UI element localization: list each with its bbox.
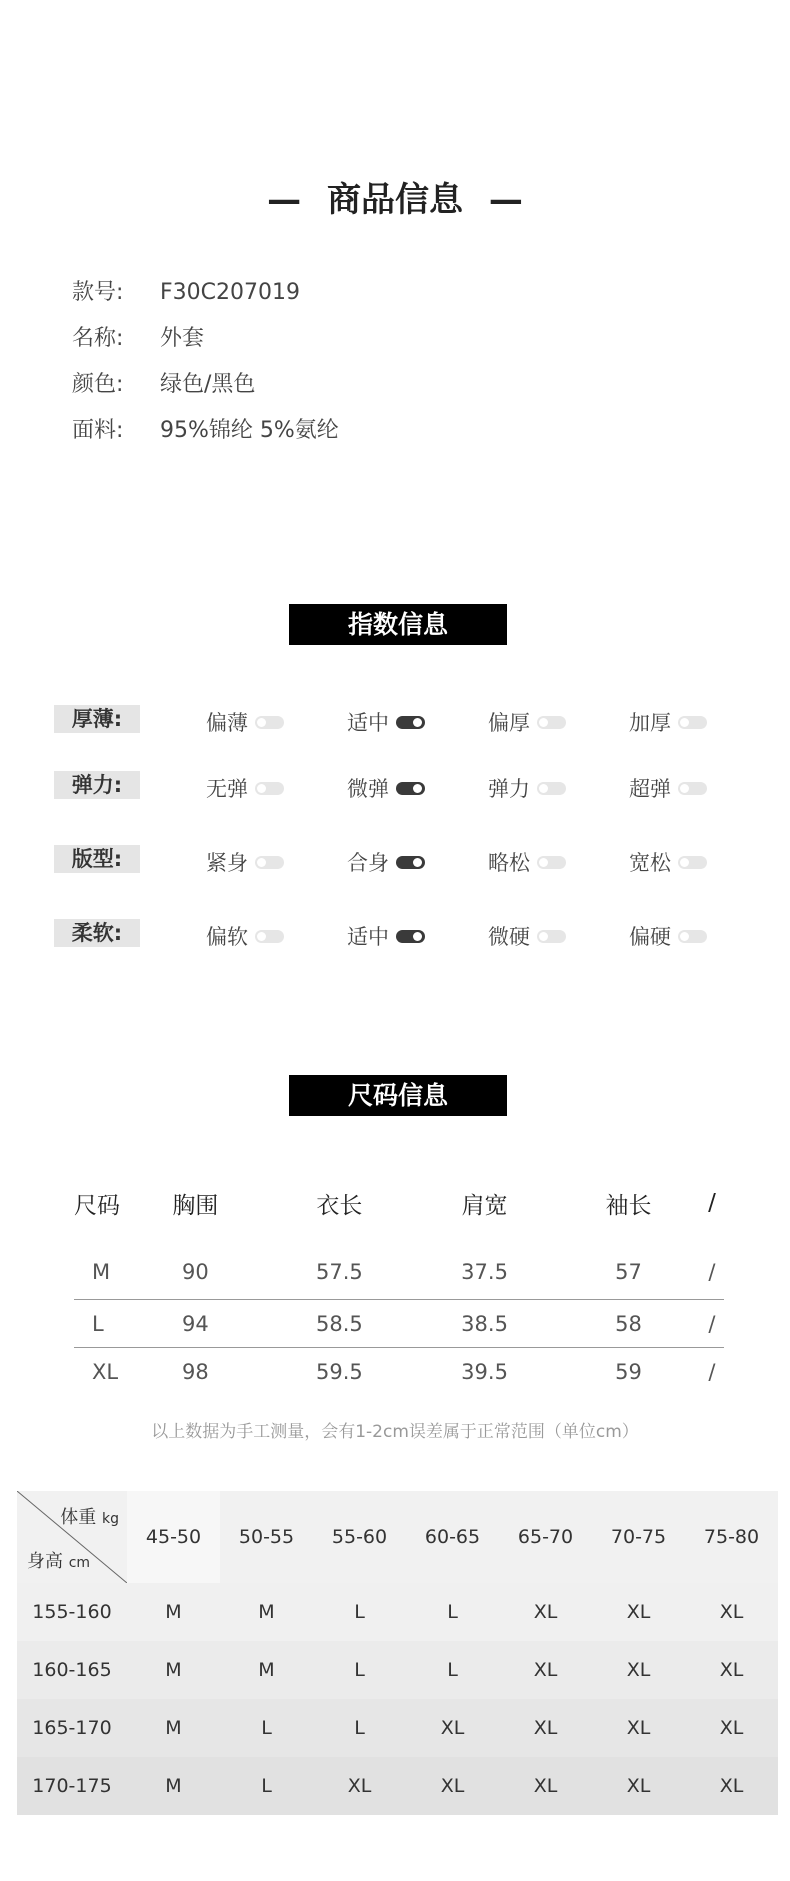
recommended-size-cell: XL <box>592 1583 685 1641</box>
size-cell: 94 <box>124 1300 267 1348</box>
rec-row <box>17 1757 778 1815</box>
index-option[interactable] <box>347 847 425 877</box>
size-cell: / <box>700 1348 724 1396</box>
index-option-label: 偏薄 <box>206 711 248 735</box>
recommended-size-cell: XL <box>592 1641 685 1699</box>
info-value: 外套 <box>160 326 205 351</box>
toggle-off-icon <box>537 856 566 869</box>
toggle-on-icon <box>396 782 425 795</box>
info-row-name <box>72 321 204 352</box>
title-dash-left: — <box>267 180 302 220</box>
size-cell: 98 <box>124 1348 267 1396</box>
info-label: 面料: <box>72 418 124 443</box>
recommended-size-cell: L <box>220 1699 313 1757</box>
index-option-label: 略松 <box>488 851 530 875</box>
toggle-off-icon <box>537 782 566 795</box>
index-info-banner: 指数信息 <box>289 604 507 645</box>
index-option-label: 偏厚 <box>488 711 530 735</box>
recommended-size-cell: M <box>220 1641 313 1699</box>
size-cell: 58.5 <box>267 1300 412 1348</box>
toggle-on-icon <box>396 930 425 943</box>
size-table-row <box>74 1300 724 1348</box>
index-option[interactable] <box>488 707 566 737</box>
toggle-off-icon <box>255 856 284 869</box>
height-range-cell: 160-165 <box>17 1641 127 1699</box>
recommended-size-cell: XL <box>313 1757 406 1815</box>
recommended-size-cell: M <box>127 1583 220 1641</box>
index-option-label: 超弹 <box>629 777 671 801</box>
index-option[interactable] <box>347 921 425 951</box>
size-cell: / <box>708 1259 716 1284</box>
index-option[interactable] <box>488 773 566 803</box>
recommended-size-cell: XL <box>592 1699 685 1757</box>
toggle-on-icon <box>396 856 425 869</box>
rec-row <box>17 1583 778 1641</box>
size-cell: 90 <box>182 1259 209 1284</box>
index-option-label: 无弹 <box>206 777 248 801</box>
info-row-color <box>72 367 255 398</box>
product-info-heading: 商品信息 <box>327 180 463 220</box>
recommended-size-cell: XL <box>499 1583 592 1641</box>
info-row-fabric <box>72 413 339 444</box>
size-cell: 39.5 <box>412 1348 557 1396</box>
recommended-size-cell: XL <box>406 1757 499 1815</box>
recommended-size-cell: XL <box>499 1699 592 1757</box>
index-option[interactable] <box>206 847 284 877</box>
recommended-size-cell: XL <box>685 1641 778 1699</box>
index-option[interactable] <box>206 773 284 803</box>
index-option[interactable] <box>629 707 707 737</box>
weight-range-header: 70-75 <box>592 1491 685 1583</box>
recommended-size-cell: XL <box>499 1757 592 1815</box>
weight-range-header: 75-80 <box>685 1491 778 1583</box>
toggle-on-icon <box>396 716 425 729</box>
info-label: 款号: <box>72 280 124 305</box>
size-table <box>74 1168 724 1395</box>
recommended-size-cell: XL <box>592 1757 685 1815</box>
weight-axis-label: 体重 kg <box>60 1507 119 1528</box>
size-cell: 38.5 <box>412 1300 557 1348</box>
size-table-header <box>74 1168 724 1238</box>
size-cell: 57.5 <box>316 1259 363 1284</box>
index-option[interactable] <box>629 773 707 803</box>
index-option[interactable] <box>347 773 425 803</box>
height-range-cell: 155-160 <box>17 1583 127 1641</box>
recommended-size-cell: L <box>313 1699 406 1757</box>
index-option[interactable] <box>206 921 284 951</box>
size-table-row <box>74 1238 724 1300</box>
index-option-label: 紧身 <box>206 851 248 875</box>
recommended-size-cell: XL <box>685 1699 778 1757</box>
size-cell: M <box>92 1259 111 1284</box>
rec-corner-cell <box>17 1491 127 1583</box>
recommended-size-cell: L <box>406 1641 499 1699</box>
rec-row <box>17 1699 778 1757</box>
recommended-size-cell: M <box>127 1641 220 1699</box>
height-range-cell: 170-175 <box>17 1757 127 1815</box>
index-option-label: 偏软 <box>206 925 248 949</box>
recommended-size-cell: XL <box>406 1699 499 1757</box>
size-cell: 37.5 <box>461 1259 508 1284</box>
size-note: 以上数据为手工测量，会有1-2cm误差属于正常范围（单位cm） <box>151 1422 639 1442</box>
info-value: 95%锦纶 5%氨纶 <box>160 418 339 443</box>
toggle-off-icon <box>537 930 566 943</box>
size-cell: / <box>700 1300 724 1348</box>
toggle-off-icon <box>678 716 707 729</box>
recommended-size-cell: L <box>313 1641 406 1699</box>
title-dash-right: — <box>488 180 523 220</box>
recommended-size-cell: XL <box>685 1757 778 1815</box>
toggle-off-icon <box>678 782 707 795</box>
index-option[interactable] <box>206 707 284 737</box>
recommended-size-cell: L <box>406 1583 499 1641</box>
size-cell: 59.5 <box>267 1348 412 1396</box>
size-cell: XL <box>74 1348 124 1396</box>
rec-header-row <box>17 1491 778 1583</box>
height-range-cell: 165-170 <box>17 1699 127 1757</box>
index-option[interactable] <box>347 707 425 737</box>
index-option[interactable] <box>488 847 566 877</box>
index-option-label: 弹力 <box>488 777 530 801</box>
recommended-size-cell: M <box>220 1583 313 1641</box>
info-row-style-no <box>72 275 300 306</box>
recommended-size-cell: XL <box>499 1641 592 1699</box>
size-cell: 57 <box>615 1259 642 1284</box>
weight-range-header: 50-55 <box>220 1491 313 1583</box>
toggle-off-icon <box>255 782 284 795</box>
size-header-cell: 肩宽 <box>461 1192 508 1219</box>
index-option[interactable] <box>629 847 707 877</box>
info-value: 绿色/黑色 <box>160 372 256 397</box>
weight-range-header: 45-50 <box>127 1491 220 1583</box>
info-label: 颜色: <box>72 372 124 397</box>
toggle-off-icon <box>255 716 284 729</box>
size-cell: L <box>74 1300 124 1348</box>
index-option[interactable] <box>629 921 707 951</box>
size-table-row <box>74 1348 724 1396</box>
index-option-label: 适中 <box>347 925 389 949</box>
height-axis-label: 身高 cm <box>27 1551 91 1572</box>
recommended-size-cell: L <box>220 1757 313 1815</box>
index-option-label: 合身 <box>347 851 389 875</box>
index-option-label: 微弹 <box>347 777 389 801</box>
recommended-size-cell: M <box>127 1757 220 1815</box>
index-label: 厚薄: <box>54 705 140 733</box>
toggle-off-icon <box>537 716 566 729</box>
size-recommendation-table <box>17 1491 778 1815</box>
size-cell: 59 <box>557 1348 700 1396</box>
size-header-cell: 袖长 <box>605 1192 652 1219</box>
info-value: F30C207019 <box>160 280 300 305</box>
product-info-title <box>0 172 790 221</box>
size-header-cell: 胸围 <box>172 1192 219 1219</box>
weight-range-header: 60-65 <box>406 1491 499 1583</box>
recommended-size-cell: M <box>127 1699 220 1757</box>
toggle-off-icon <box>678 856 707 869</box>
toggle-off-icon <box>678 930 707 943</box>
index-option[interactable] <box>488 921 566 951</box>
index-option-label: 加厚 <box>629 711 671 735</box>
index-option-label: 微硬 <box>488 925 530 949</box>
index-option-label: 偏硬 <box>629 925 671 949</box>
size-header-cell: 衣长 <box>316 1192 363 1219</box>
weight-range-header: 55-60 <box>313 1491 406 1583</box>
weight-range-header: 65-70 <box>499 1491 592 1583</box>
recommended-size-cell: XL <box>685 1583 778 1641</box>
info-label: 名称: <box>72 326 124 351</box>
rec-row <box>17 1641 778 1699</box>
size-header-cell: 尺码 <box>74 1192 120 1219</box>
index-option-label: 适中 <box>347 711 389 735</box>
size-info-banner: 尺码信息 <box>289 1075 507 1116</box>
index-label: 弹力: <box>54 771 140 799</box>
size-cell: 58 <box>557 1300 700 1348</box>
index-label: 柔软: <box>54 919 140 947</box>
index-label: 版型: <box>54 845 140 873</box>
size-header-cell: / <box>708 1190 716 1216</box>
index-option-label: 宽松 <box>629 851 671 875</box>
recommended-size-cell: L <box>313 1583 406 1641</box>
toggle-off-icon <box>255 930 284 943</box>
